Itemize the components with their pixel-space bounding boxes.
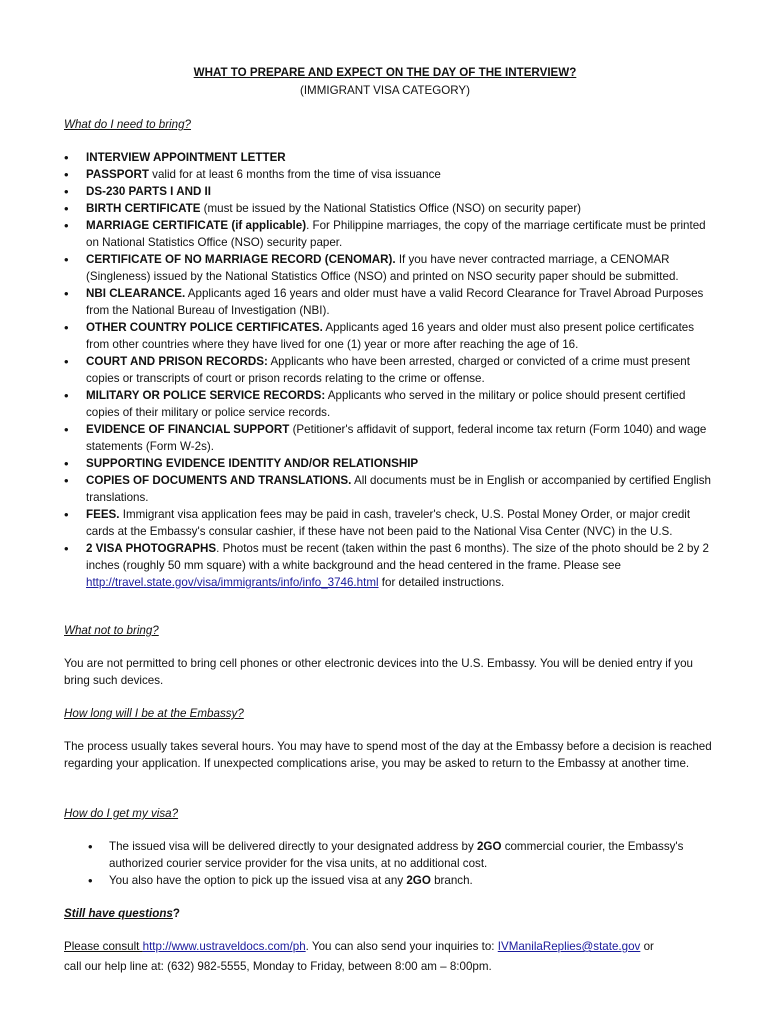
section-heading-not-bring: What not to bring?: [64, 624, 159, 637]
bring-list: [64, 149, 714, 591]
list-item: • MARRIAGE CERTIFICATE (if applicable). For Philippine marriages, the copy of the marriage certificate must be printed on National Statistics Office (NSO) security paper.: [64, 217, 714, 251]
email-link[interactable]: IVManilaReplies@state.gov: [497, 940, 641, 953]
list-item: • COPIES OF DOCUMENTS AND TRANSLATIONS. All documents must be in English or accompanied by certified English translations.: [64, 472, 714, 506]
list-item: • NBI CLEARANCE. Applicants aged 16 years and older must have a valid Record Clearance for Travel Abroad Purposes from the National Bureau of Investigation (NBI).: [64, 285, 714, 319]
list-item: • CERTIFICATE OF NO MARRIAGE RECORD (CENOMAR). If you have never contracted marriage, a CENOMAR (Singleness) issued by the National Statistics Office (NSO) and printed on NSO security paper should be submitted.: [64, 251, 714, 285]
list-item: • The issued visa will be delivered directly to your designated address by 2GO commercial courier, the Embassy's authorized courier service provider for the visa units, at no additional cost.: [88, 838, 714, 872]
list-item: • EVIDENCE OF FINANCIAL SUPPORT (Petitioner's affidavit of support, federal income tax return (Form 1040) and wage statements (Form W-2s).: [64, 421, 714, 455]
list-item: • SUPPORTING EVIDENCE IDENTITY AND/OR RELATIONSHIP: [64, 455, 714, 472]
list-item: • 2 VISA PHOTOGRAPHS. Photos must be recent (taken within the past 6 months). The size of the photo should be 2 by 2 inches (roughly 50 mm square) with a white background and the head centered in the frame. Please see http://travel.state.gov/visa/immigrants/info/info_3746.html for detailed instructions.: [64, 540, 714, 591]
section-heading-questions: Still have questions?: [64, 907, 180, 920]
ustraveldocs-link[interactable]: http://www.ustraveldocs.com/ph: [142, 940, 306, 953]
page-title: WHAT TO PREPARE AND EXPECT ON THE DAY OF THE INTERVIEW?: [193, 66, 577, 79]
get-visa-list: [88, 838, 714, 889]
list-item: • PASSPORT valid for at least 6 months from the time of visa issuance: [64, 166, 714, 183]
list-item: • BIRTH CERTIFICATE (must be issued by the National Statistics Office (NSO) on security paper): [64, 200, 714, 217]
list-item: • OTHER COUNTRY POLICE CERTIFICATES. Applicants aged 16 years and older must also present police certificates from other countries where they have lived for one (1) year or more after reaching the age of 16.: [64, 319, 714, 353]
section-heading-get-visa: How do I get my visa?: [64, 807, 179, 820]
visa-photo-info-link[interactable]: http://travel.state.gov/visa/immigrants/info/info_3746.html: [86, 576, 379, 589]
how-long-paragraph: The process usually takes several hours. You may have to spend most of the day at the Embassy before a decision is reached regarding your application. If unexpected complications arise, you may be asked to return to the Embassy at another time.: [64, 740, 712, 770]
list-item: • DS-230 PARTS I AND II: [64, 183, 714, 200]
section-heading-how-long: How long will I be at the Embassy?: [64, 707, 244, 720]
list-item: • MILITARY OR POLICE SERVICE RECORDS: Applicants who served in the military or police should present certified copies of their military or police service records.: [64, 387, 714, 421]
section-heading-bring: What do I need to bring?: [64, 118, 191, 131]
list-item: • You also have the option to pick up the issued visa at any 2GO branch.: [88, 872, 714, 889]
list-item: • INTERVIEW APPOINTMENT LETTER: [64, 149, 714, 166]
not-bring-paragraph: You are not permitted to bring cell phones or other electronic devices into the U.S. Embassy. You will be denied entry if you bring such devices.: [64, 657, 693, 687]
page-subtitle: (IMMIGRANT VISA CATEGORY): [299, 84, 471, 97]
helpline-line: call our help line at: (632) 982-5555, Monday to Friday, between 8:00 am – 8:00pm.: [64, 960, 492, 973]
list-item: • COURT AND PRISON RECORDS: Applicants who have been arrested, charged or convicted of a crime must present copies or transcripts of court or prison records relating to the crime or offense.: [64, 353, 714, 387]
consult-line: Please consult http://www.ustraveldocs.com/ph. You can also send your inquiries to: IVManilaReplies@state.gov or: [64, 940, 654, 953]
list-item: • FEES. Immigrant visa application fees may be paid in cash, traveler's check, U.S. Postal Money Order, or major credit cards at the Embassy's consular cashier, if these have not been paid to the National Visa Center (NVC) in the U.S.: [64, 506, 714, 540]
